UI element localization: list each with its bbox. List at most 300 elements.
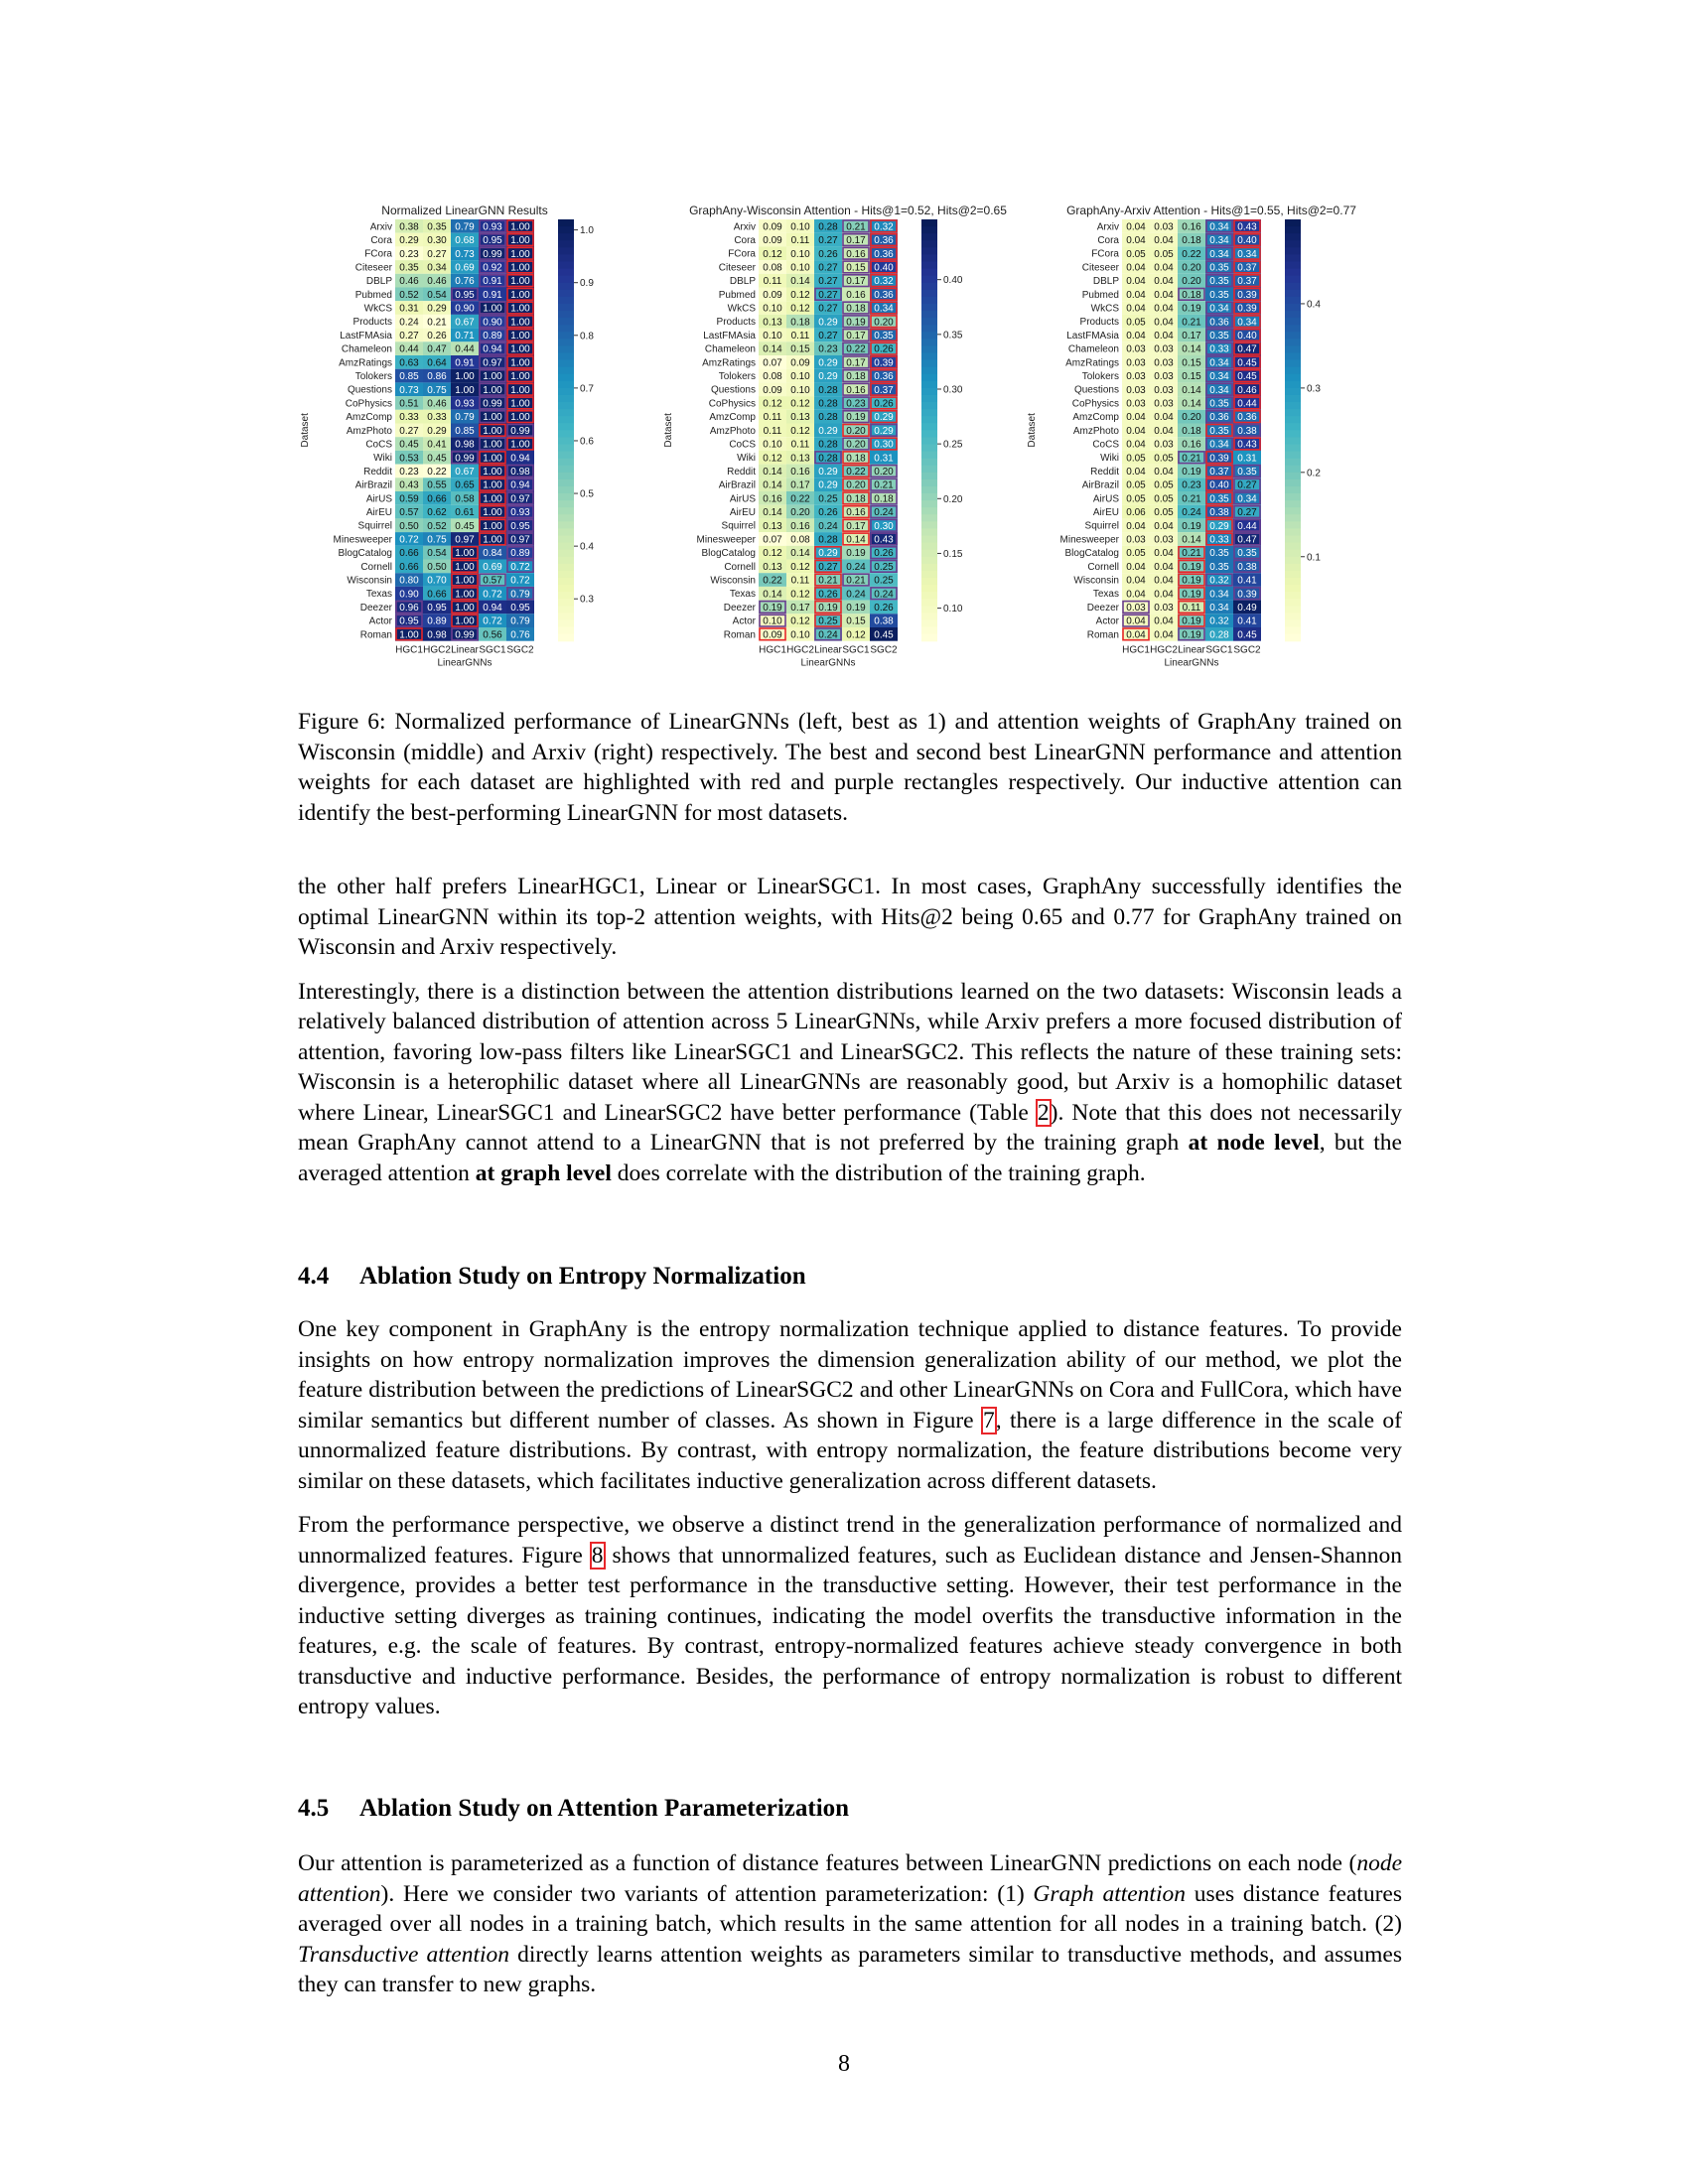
- colorbar-segment-0-34: [558, 459, 574, 467]
- colorbar-segment-1-49: [921, 564, 937, 572]
- colorbar-tick-label-0-3: 0.7: [580, 383, 594, 395]
- colorbar-segment-2-34: [1285, 459, 1301, 467]
- cell-value-0-11-4: 1.00: [510, 371, 530, 383]
- colorbar-segment-2-38: [1285, 486, 1301, 494]
- colorbar-segment-0-47: [558, 550, 574, 558]
- cell-value-0-2-3: 0.99: [483, 248, 502, 260]
- cell-value-1-17-2: 0.28: [818, 453, 838, 465]
- cell-value-0-25-3: 0.69: [483, 561, 502, 573]
- cell-value-2-28-3: 0.34: [1209, 603, 1229, 614]
- figure-6-heatmaps: [288, 203, 1410, 685]
- figure-caption: Figure 6: Normalized performance of LinearGNNs (left, best as 1) and attention weights of GraphAny trained on Wisconsin (middle) and Arxiv (right) respectively. The best and second best LinearGNN performance and attention weights for each dataset are highlighted with red and purple rectangles respectively. Our inductive attention can identify the best-performing LinearGNN for most datasets.: [298, 709, 1402, 826]
- cell-value-1-3-0: 0.08: [763, 262, 782, 274]
- column-label-0-4: SGC2: [506, 644, 534, 656]
- cell-value-2-4-3: 0.35: [1209, 276, 1229, 288]
- cell-value-0-9-1: 0.47: [427, 343, 447, 355]
- cell-value-0-1-3: 0.95: [483, 235, 502, 247]
- cell-value-2-25-3: 0.35: [1209, 561, 1229, 573]
- cell-value-0-26-1: 0.70: [427, 575, 447, 587]
- cell-value-1-2-3: 0.16: [846, 248, 866, 260]
- cell-value-2-29-4: 0.41: [1237, 615, 1257, 627]
- cell-value-1-28-1: 0.17: [790, 603, 810, 614]
- cell-value-1-4-2: 0.27: [818, 276, 838, 288]
- colorbar-segment-2-30: [1285, 430, 1301, 438]
- cell-value-1-21-4: 0.24: [874, 507, 894, 519]
- cell-value-2-18-0: 0.04: [1126, 467, 1146, 478]
- cell-value-1-12-0: 0.09: [763, 384, 782, 396]
- colorbar-segment-0-1: [558, 226, 574, 234]
- colorbar-segment-1-47: [921, 550, 937, 558]
- cell-value-2-12-3: 0.34: [1209, 384, 1229, 396]
- colorbar-segment-0-30: [558, 430, 574, 438]
- colorbar-segment-1-6: [921, 261, 937, 269]
- cell-value-0-0-4: 1.00: [510, 221, 530, 233]
- cell-value-2-6-4: 0.39: [1237, 303, 1257, 315]
- row-label-2-3: Citeseer: [1081, 262, 1119, 274]
- cell-value-1-9-3: 0.22: [846, 343, 866, 355]
- colorbar-segment-1-39: [921, 493, 937, 501]
- cell-value-0-2-2: 0.73: [455, 248, 475, 260]
- cell-value-2-11-1: 0.03: [1154, 371, 1174, 383]
- cell-value-1-22-2: 0.24: [818, 520, 838, 532]
- colorbar-segment-2-49: [1285, 564, 1301, 572]
- row-label-1-22: Squirrel: [721, 520, 756, 532]
- cell-value-2-8-2: 0.17: [1182, 331, 1201, 342]
- cell-value-1-12-2: 0.28: [818, 384, 838, 396]
- cell-value-0-5-4: 1.00: [510, 289, 530, 301]
- figure-7-reference-link[interactable]: 7: [982, 1407, 995, 1433]
- cell-value-2-10-3: 0.34: [1209, 357, 1229, 369]
- cell-value-0-28-2: 1.00: [455, 603, 475, 614]
- cell-value-2-29-2: 0.19: [1182, 615, 1201, 627]
- row-label-2-24: BlogCatalog: [1064, 548, 1119, 560]
- colorbar-segment-1-42: [921, 514, 937, 522]
- row-label-1-28: Deezer: [723, 602, 756, 614]
- colorbar-segment-1-46: [921, 543, 937, 551]
- column-label-1-4: SGC2: [870, 644, 898, 656]
- cell-value-2-29-1: 0.04: [1154, 615, 1174, 627]
- cell-value-1-0-3: 0.21: [846, 221, 866, 233]
- cell-value-1-15-3: 0.20: [846, 425, 866, 437]
- cell-value-0-4-4: 1.00: [510, 276, 530, 288]
- cell-value-0-6-4: 1.00: [510, 303, 530, 315]
- cell-value-2-21-1: 0.05: [1154, 507, 1174, 519]
- colorbar-segment-0-9: [558, 283, 574, 291]
- row-label-0-16: CoCS: [365, 439, 392, 451]
- cell-value-2-20-3: 0.35: [1209, 493, 1229, 505]
- row-label-0-24: BlogCatalog: [338, 548, 392, 560]
- row-label-1-3: Citeseer: [718, 262, 756, 274]
- cell-value-1-21-2: 0.26: [818, 507, 838, 519]
- colorbar-segment-0-6: [558, 261, 574, 269]
- cell-value-0-7-2: 0.67: [455, 317, 475, 329]
- cell-value-1-23-1: 0.08: [790, 534, 810, 546]
- cell-value-2-12-1: 0.03: [1154, 384, 1174, 396]
- cell-value-1-21-1: 0.20: [790, 507, 810, 519]
- cell-value-1-27-2: 0.26: [818, 589, 838, 601]
- cell-value-0-22-3: 1.00: [483, 520, 502, 532]
- cell-value-1-10-1: 0.09: [790, 357, 810, 369]
- p4-text-a: From the performance perspective, we observe a distinct trend in the generalization performance of normalized and unnormalized features. Figure: [298, 1512, 1402, 1569]
- cell-value-2-23-2: 0.14: [1182, 534, 1201, 546]
- cell-value-1-14-0: 0.11: [763, 412, 782, 424]
- cell-value-2-25-4: 0.38: [1237, 561, 1257, 573]
- cell-value-1-3-1: 0.10: [790, 262, 810, 274]
- row-label-2-28: Deezer: [1086, 602, 1119, 614]
- cell-value-1-22-3: 0.17: [846, 520, 866, 532]
- p2-bold-graph-level: at graph level: [475, 1160, 612, 1186]
- row-label-2-6: WkCS: [1090, 303, 1119, 315]
- column-label-2-1: HGC2: [1150, 644, 1178, 656]
- cell-value-0-11-2: 1.00: [455, 371, 475, 383]
- cell-value-0-20-1: 0.66: [427, 493, 447, 505]
- colorbar-segment-1-9: [921, 283, 937, 291]
- cell-value-1-0-1: 0.10: [790, 221, 810, 233]
- cell-value-2-22-4: 0.44: [1237, 520, 1257, 532]
- row-label-0-12: Questions: [347, 384, 392, 396]
- cell-value-2-26-3: 0.32: [1209, 575, 1229, 587]
- cell-value-0-17-0: 0.53: [399, 453, 419, 465]
- cell-value-1-19-3: 0.20: [846, 479, 866, 491]
- cell-value-1-5-4: 0.36: [874, 289, 894, 301]
- cell-value-2-4-4: 0.37: [1237, 276, 1257, 288]
- cell-value-2-19-1: 0.05: [1154, 479, 1174, 491]
- colorbar-segment-0-7: [558, 269, 574, 277]
- cell-value-2-7-2: 0.21: [1182, 317, 1201, 329]
- cell-value-2-30-0: 0.04: [1126, 629, 1146, 641]
- row-label-0-2: FCora: [364, 248, 392, 260]
- cell-value-2-30-1: 0.04: [1154, 629, 1174, 641]
- cell-value-0-9-4: 1.00: [510, 343, 530, 355]
- cell-value-1-18-4: 0.20: [874, 467, 894, 478]
- cell-value-0-14-1: 0.33: [427, 412, 447, 424]
- colorbar-segment-0-37: [558, 479, 574, 487]
- colorbar-segment-1-27: [921, 409, 937, 417]
- colorbar-segment-2-32: [1285, 445, 1301, 453]
- cell-value-0-26-2: 1.00: [455, 575, 475, 587]
- cell-value-2-27-4: 0.39: [1237, 589, 1257, 601]
- cell-value-1-8-3: 0.17: [846, 331, 866, 342]
- cell-value-0-30-2: 0.99: [455, 629, 475, 641]
- row-label-1-21: AirEU: [729, 506, 756, 518]
- colorbar-segment-0-52: [558, 585, 574, 593]
- cell-value-0-21-3: 1.00: [483, 507, 502, 519]
- cell-value-1-20-0: 0.16: [763, 493, 782, 505]
- colorbar-segment-1-30: [921, 430, 937, 438]
- cell-value-0-7-3: 0.90: [483, 317, 502, 329]
- cell-value-1-16-2: 0.28: [818, 439, 838, 451]
- cell-value-2-28-2: 0.11: [1182, 603, 1201, 614]
- x-axis-label-2: LinearGNNs: [1164, 657, 1219, 669]
- cell-value-2-4-2: 0.20: [1182, 276, 1201, 288]
- cell-value-2-0-1: 0.03: [1154, 221, 1174, 233]
- colorbar-segment-2-39: [1285, 493, 1301, 501]
- cell-value-0-27-0: 0.90: [399, 589, 419, 601]
- cell-value-0-15-2: 0.85: [455, 425, 475, 437]
- cell-value-1-23-4: 0.43: [874, 534, 894, 546]
- colorbar-segment-0-36: [558, 473, 574, 480]
- cell-value-1-5-0: 0.09: [763, 289, 782, 301]
- cell-value-0-12-1: 0.75: [427, 384, 447, 396]
- cell-value-2-11-3: 0.34: [1209, 371, 1229, 383]
- colorbar-segment-1-33: [921, 452, 937, 460]
- p2-text-c: , but the averaged attention: [298, 1130, 1402, 1186]
- cell-value-0-18-1: 0.22: [427, 467, 447, 478]
- colorbar-tick-label-0-4: 0.6: [580, 436, 594, 448]
- cell-value-2-30-2: 0.19: [1182, 629, 1201, 641]
- row-label-1-9: Chameleon: [704, 343, 756, 355]
- cell-value-2-19-0: 0.05: [1126, 479, 1146, 491]
- cell-value-0-13-1: 0.46: [427, 398, 447, 410]
- cell-value-0-24-1: 0.54: [427, 548, 447, 560]
- cell-value-0-16-0: 0.45: [399, 439, 419, 451]
- colorbar-segment-1-52: [921, 585, 937, 593]
- cell-value-0-18-0: 0.23: [399, 467, 419, 478]
- cell-value-2-26-0: 0.04: [1126, 575, 1146, 587]
- cell-value-2-18-1: 0.04: [1154, 467, 1174, 478]
- colorbar-segment-0-20: [558, 360, 574, 368]
- row-label-1-12: Questions: [710, 384, 756, 396]
- table-2-reference-link[interactable]: 2: [1037, 1099, 1050, 1126]
- colorbar-segment-0-33: [558, 452, 574, 460]
- colorbar-segment-1-48: [921, 557, 937, 565]
- cell-value-2-23-1: 0.03: [1154, 534, 1174, 546]
- row-label-2-27: Texas: [1092, 589, 1119, 601]
- cell-value-1-26-0: 0.22: [763, 575, 782, 587]
- cell-value-0-16-3: 1.00: [483, 439, 502, 451]
- cell-value-0-24-3: 0.84: [483, 548, 502, 560]
- cell-value-1-29-1: 0.12: [790, 615, 810, 627]
- row-label-2-14: AmzComp: [1072, 412, 1119, 424]
- cell-value-1-24-3: 0.19: [846, 548, 866, 560]
- cell-value-0-22-2: 0.45: [455, 520, 475, 532]
- row-label-2-8: LastFMAsia: [1066, 330, 1119, 341]
- p5-italic-node-attention: node attention: [298, 1850, 1402, 1907]
- cell-value-1-1-0: 0.09: [763, 235, 782, 247]
- cell-value-0-1-1: 0.30: [427, 235, 447, 247]
- cell-value-2-18-2: 0.19: [1182, 467, 1201, 478]
- cell-value-1-1-4: 0.36: [874, 235, 894, 247]
- cell-value-1-16-0: 0.10: [763, 439, 782, 451]
- cell-value-2-17-4: 0.31: [1237, 453, 1257, 465]
- cell-value-1-28-2: 0.19: [818, 603, 838, 614]
- colorbar-segment-1-25: [921, 395, 937, 403]
- cell-value-1-2-4: 0.36: [874, 248, 894, 260]
- colorbar-segment-2-27: [1285, 409, 1301, 417]
- colorbar-segment-1-7: [921, 269, 937, 277]
- cell-value-0-8-4: 1.00: [510, 331, 530, 342]
- cell-value-0-16-4: 1.00: [510, 439, 530, 451]
- cell-value-0-23-1: 0.75: [427, 534, 447, 546]
- colorbar-segment-2-9: [1285, 283, 1301, 291]
- row-label-2-9: Chameleon: [1067, 343, 1119, 355]
- cell-value-2-19-2: 0.23: [1182, 479, 1201, 491]
- cell-value-1-1-2: 0.27: [818, 235, 838, 247]
- colorbar-segment-2-19: [1285, 352, 1301, 360]
- cell-value-1-7-3: 0.19: [846, 317, 866, 329]
- cell-value-1-16-4: 0.30: [874, 439, 894, 451]
- colorbar-segment-1-10: [921, 290, 937, 298]
- cell-value-1-9-4: 0.26: [874, 343, 894, 355]
- row-label-1-24: BlogCatalog: [701, 548, 756, 560]
- cell-value-1-1-3: 0.17: [846, 235, 866, 247]
- paragraph-3: [298, 1314, 1402, 1496]
- cell-value-0-5-0: 0.52: [399, 289, 419, 301]
- p5-italic-graph-attention: Graph attention: [1033, 1880, 1186, 1907]
- x-axis-label-1: LinearGNNs: [800, 657, 856, 669]
- cell-value-1-18-0: 0.14: [763, 467, 782, 478]
- colorbar-segment-1-44: [921, 528, 937, 536]
- cell-value-0-26-0: 0.80: [399, 575, 419, 587]
- colorbar-segment-2-3: [1285, 240, 1301, 248]
- colorbar-segment-1-40: [921, 500, 937, 508]
- cell-value-1-6-4: 0.34: [874, 303, 894, 315]
- colorbar-segment-0-16: [558, 332, 574, 340]
- colorbar-segment-1-18: [921, 345, 937, 353]
- row-label-1-5: Pubmed: [718, 289, 756, 301]
- colorbar-segment-2-56: [1285, 613, 1301, 620]
- cell-value-2-22-3: 0.29: [1209, 520, 1229, 532]
- colorbar-segment-0-2: [558, 233, 574, 241]
- colorbar-tick-label-2-1: 0.3: [1307, 383, 1321, 395]
- cell-value-0-9-3: 0.94: [483, 343, 502, 355]
- row-label-2-17: Wiki: [1100, 453, 1119, 465]
- row-label-1-27: Texas: [729, 589, 756, 601]
- panel-title-1: GraphAny-Wisconsin Attention - Hits@1=0.52, Hits@2=0.65: [689, 204, 1007, 217]
- colorbar-segment-1-20: [921, 360, 937, 368]
- column-label-2-3: SGC1: [1205, 644, 1233, 656]
- colorbar-segment-2-15: [1285, 325, 1301, 333]
- colorbar-segment-2-54: [1285, 599, 1301, 607]
- cell-value-1-1-1: 0.11: [790, 235, 810, 247]
- colorbar-segment-1-45: [921, 536, 937, 544]
- figure-8-reference-link[interactable]: 8: [591, 1542, 604, 1569]
- p5-italic-transductive-attention: Transductive attention: [298, 1941, 510, 1968]
- colorbar-segment-1-4: [921, 247, 937, 255]
- cell-value-0-28-1: 0.95: [427, 603, 447, 614]
- colorbar-segment-1-22: [921, 374, 937, 382]
- row-label-0-19: AirBrazil: [354, 479, 392, 491]
- cell-value-2-2-3: 0.34: [1209, 248, 1229, 260]
- cell-value-0-6-1: 0.29: [427, 303, 447, 315]
- cell-value-0-22-0: 0.50: [399, 520, 419, 532]
- row-label-0-14: AmzComp: [346, 412, 392, 424]
- cell-value-0-21-4: 0.93: [510, 507, 530, 519]
- cell-value-1-27-0: 0.14: [763, 589, 782, 601]
- colorbar-tick-label-1-3: 0.25: [943, 439, 963, 451]
- cell-value-1-3-3: 0.15: [846, 262, 866, 274]
- cell-value-0-5-2: 0.95: [455, 289, 475, 301]
- section-4-4-title: Ablation Study on Entropy Normalization: [359, 1263, 806, 1290]
- cell-value-1-30-4: 0.45: [874, 629, 894, 641]
- cell-value-0-25-1: 0.50: [427, 561, 447, 573]
- cell-value-0-15-4: 0.99: [510, 425, 530, 437]
- row-label-1-14: AmzComp: [709, 412, 756, 424]
- cell-value-2-29-3: 0.32: [1209, 615, 1229, 627]
- cell-value-2-24-0: 0.05: [1126, 548, 1146, 560]
- colorbar-segment-2-18: [1285, 345, 1301, 353]
- cell-value-2-16-3: 0.34: [1209, 439, 1229, 451]
- cell-value-2-2-0: 0.05: [1126, 248, 1146, 260]
- cell-value-0-3-2: 0.69: [455, 262, 475, 274]
- row-label-1-11: Tolokers: [718, 370, 756, 382]
- p5-text-a: Our attention is parameterized as a function of distance features between LinearGNN predictions on each node (: [298, 1850, 1357, 1876]
- colorbar-segment-2-43: [1285, 521, 1301, 529]
- cell-value-0-19-1: 0.55: [427, 479, 447, 491]
- cell-value-0-29-3: 0.72: [483, 615, 502, 627]
- cell-value-0-23-2: 0.97: [455, 534, 475, 546]
- colorbar-segment-0-0: [558, 219, 574, 227]
- cell-value-0-7-0: 0.24: [399, 317, 419, 329]
- row-label-1-30: Roman: [723, 629, 756, 641]
- cell-value-1-23-0: 0.07: [763, 534, 782, 546]
- row-label-2-30: Roman: [1086, 629, 1119, 641]
- row-label-2-29: Actor: [1095, 615, 1119, 627]
- cell-value-2-10-0: 0.03: [1126, 357, 1146, 369]
- colorbar-segment-0-22: [558, 374, 574, 382]
- row-label-1-26: Wisconsin: [710, 575, 756, 587]
- cell-value-1-15-2: 0.29: [818, 425, 838, 437]
- cell-value-2-17-3: 0.39: [1209, 453, 1229, 465]
- colorbar-segment-2-42: [1285, 514, 1301, 522]
- row-label-2-7: Products: [1079, 317, 1119, 329]
- cell-value-0-10-4: 1.00: [510, 357, 530, 369]
- cell-value-2-5-3: 0.35: [1209, 289, 1229, 301]
- cell-value-0-19-0: 0.43: [399, 479, 419, 491]
- colorbar-segment-1-41: [921, 507, 937, 515]
- cell-value-2-4-0: 0.04: [1126, 276, 1146, 288]
- colorbar-segment-2-33: [1285, 452, 1301, 460]
- cell-value-0-30-1: 0.98: [427, 629, 447, 641]
- cell-value-0-24-2: 1.00: [455, 548, 475, 560]
- cell-value-2-20-0: 0.05: [1126, 493, 1146, 505]
- cell-value-1-0-4: 0.32: [874, 221, 894, 233]
- cell-value-0-26-3: 0.57: [483, 575, 502, 587]
- colorbar-segment-1-51: [921, 578, 937, 586]
- row-label-2-26: Wisconsin: [1073, 575, 1119, 587]
- cell-value-2-21-2: 0.24: [1182, 507, 1201, 519]
- row-label-0-22: Squirrel: [357, 520, 392, 532]
- colorbar-segment-0-54: [558, 599, 574, 607]
- cell-value-2-27-0: 0.04: [1126, 589, 1146, 601]
- cell-value-1-12-4: 0.37: [874, 384, 894, 396]
- cell-value-2-20-1: 0.05: [1154, 493, 1174, 505]
- cell-value-1-14-4: 0.29: [874, 412, 894, 424]
- colorbar-segment-2-1: [1285, 226, 1301, 234]
- cell-value-1-30-0: 0.09: [763, 629, 782, 641]
- cell-value-2-10-1: 0.03: [1154, 357, 1174, 369]
- cell-value-0-7-4: 1.00: [510, 317, 530, 329]
- p5-text-d: directly learns attention weights as parameters similar to transductive methods, and assumes they can transfer to new graphs.: [298, 1941, 1402, 1997]
- cell-value-2-10-4: 0.45: [1237, 357, 1257, 369]
- colorbar-segment-0-31: [558, 437, 574, 445]
- cell-value-1-28-0: 0.19: [763, 603, 782, 614]
- cell-value-2-3-4: 0.37: [1237, 262, 1257, 274]
- cell-value-0-28-3: 0.94: [483, 603, 502, 614]
- row-label-0-20: AirUS: [365, 493, 392, 505]
- cell-value-1-30-1: 0.10: [790, 629, 810, 641]
- cell-value-2-17-0: 0.05: [1126, 453, 1146, 465]
- cell-value-0-13-2: 0.93: [455, 398, 475, 410]
- colorbar-segment-2-36: [1285, 473, 1301, 480]
- cell-value-2-3-2: 0.20: [1182, 262, 1201, 274]
- cell-value-1-15-0: 0.11: [763, 425, 782, 437]
- cell-value-0-19-4: 0.94: [510, 479, 530, 491]
- colorbar-segment-1-28: [921, 416, 937, 424]
- cell-value-1-4-3: 0.17: [846, 276, 866, 288]
- cell-value-2-2-4: 0.34: [1237, 248, 1257, 260]
- cell-value-1-20-4: 0.18: [874, 493, 894, 505]
